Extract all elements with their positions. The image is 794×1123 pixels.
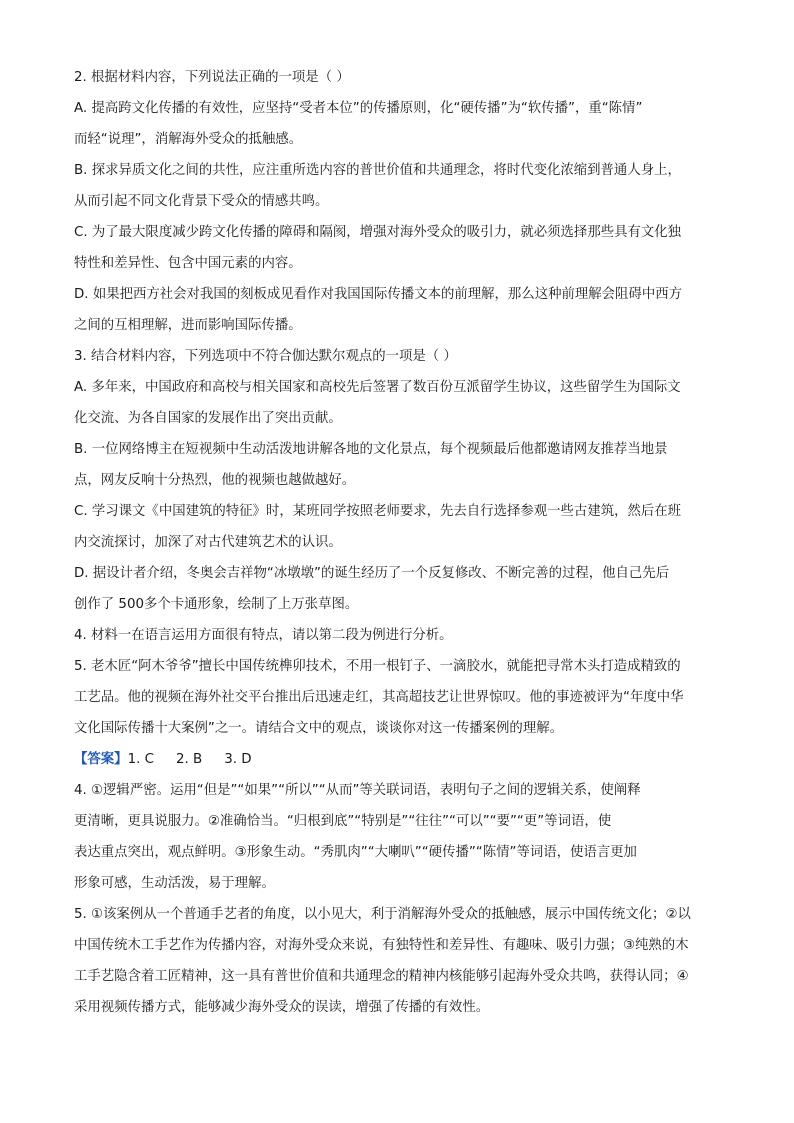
question-3-stem: 3. 结合材料内容，下列选项中不符合伽达默尔观点的一项是（ ） bbox=[74, 349, 457, 364]
q2-option-c-line-2: 特性和差异性、包含中国元素的内容。 bbox=[74, 256, 302, 271]
q3-option-a-line-2: 化交流、为各自国家的发展作出了突出贡献。 bbox=[74, 411, 342, 426]
q2-option-a-line-2: 而轻“说理”，消解海外受众的抵触感。 bbox=[74, 132, 303, 147]
answer-1: 1. C bbox=[127, 752, 154, 767]
question-2-stem: 2. 根据材料内容，下列说法正确的一项是（ ） bbox=[74, 70, 350, 85]
answer-5-line-1: 5. ①该案例从一个普通手艺者的角度，以小见大，利于消解海外受众的抵触感，展示中国传统文化；②以 bbox=[74, 907, 691, 922]
document-page bbox=[74, 62, 724, 1023]
q2-option-d-line-1: D. 如果把西方社会对我国的刻板成见看作对我国国际传播文本的前理解，那么这种前理解会阻碍中西方 bbox=[74, 287, 683, 302]
answer-5-line-2: 中国传统木工手艺作为传播内容，对海外受众来说，有独特性和差异性、有趣味、吸引力强；③纯熟的木 bbox=[74, 938, 689, 953]
q2-option-b-line-2: 从而引起不同文化背景下受众的情感共鸣。 bbox=[74, 194, 329, 209]
answer-tag: 【答案】 bbox=[74, 752, 128, 767]
answer-line bbox=[74, 744, 724, 775]
q3-option-c-line-2: 内交流探讨，加深了对古代建筑艺术的认识。 bbox=[74, 535, 342, 550]
answer-4-line-4: 形象可感，生动活泼，易于理解。 bbox=[74, 876, 275, 891]
answer-5-line-3: 工手艺隐含着工匠精神，这一具有普世价值和共通理念的精神内核能够引起海外受众共鸣，获得认同；④ bbox=[74, 969, 689, 984]
q3-option-d-line-1: D. 据设计者介绍，冬奥会吉祥物“冰墩墩”的诞生经历了一个反复修改、不断完善的过程，他自己先后 bbox=[74, 566, 670, 581]
question-4-stem: 4. 材料一在语言运用方面很有特点，请以第二段为例进行分析。 bbox=[74, 628, 453, 643]
q3-option-b-line-1: B. 一位网络博主在短视频中生动活泼地讲解各地的文化景点，每个视频最后他都邀请网友推荐当地景 bbox=[74, 442, 668, 457]
answer-4-line-2: 更清晰，更具说服力。②准确恰当。“归根到底”“特别是”“往往”“可以”“要”“更”等词语，使 bbox=[74, 814, 612, 829]
question-5-line-1: 5. 老木匠“阿木爷爷”擅长中国传统榫卯技术，不用一根钉子、一滴胶水，就能把寻常木头打造成精致的 bbox=[74, 659, 681, 674]
q2-option-a-line-1: A. 提高跨文化传播的有效性，应坚持“受者本位”的传播原则，化“硬传播”为“软传播”，重“陈情” bbox=[74, 101, 643, 116]
q2-option-b-line-1: B. 探求异质文化之间的共性，应注重所选内容的普世价值和共通理念，将时代变化浓缩到普通人身上， bbox=[74, 163, 681, 178]
answer-5-line-4: 采用视频传播方式，能够减少海外受众的误读，增强了传播的有效性。 bbox=[74, 1000, 490, 1015]
q3-option-b-line-2: 点，网友反响十分热烈，他的视频也越做越好。 bbox=[74, 473, 356, 488]
q3-option-c-line-1: C. 学习课文《中国建筑的特征》时，某班同学按照老师要求，先去自行选择参观一些古建筑，然后在班 bbox=[74, 504, 682, 519]
q3-option-d-line-2: 创作了 500多个卡通形象，绘制了上万张草图。 bbox=[74, 597, 359, 612]
q2-option-c-line-1: C. 为了最大限度减少跨文化传播的障碍和隔阂，增强对海外受众的吸引力，就必须选择那些具有文化独 bbox=[74, 225, 682, 240]
answer-4-line-1: 4. ①逻辑严密。运用“但是”“如果”“所以”“从而”等关联词语，表明句子之间的逻辑关系，使阐释 bbox=[74, 783, 641, 798]
answer-2: 2. B bbox=[175, 752, 203, 767]
q3-option-a-line-1: A. 多年来，中国政府和高校与相关国家和高校先后签署了数百份互派留学生协议，这些留学生为国际文 bbox=[74, 380, 681, 395]
question-5-line-2: 工艺品。他的视频在海外社交平台推出后迅速走红，其高超技艺让世界惊叹。他的事迹被评为“年度中华 bbox=[74, 690, 684, 705]
answer-3: 3. D bbox=[224, 752, 252, 767]
q2-option-d-line-2: 之间的互相理解，进而影响国际传播。 bbox=[74, 318, 302, 333]
answer-4-line-3: 表达重点突出，观点鲜明。③形象生动。“秀肌肉”“大喇叭”“硬传播”“陈情”等词语，使语言更加 bbox=[74, 845, 637, 860]
question-5-line-3: 文化国际传播十大案例”之一。请结合文中的观点，谈谈你对这一传播案例的理解。 bbox=[74, 721, 563, 736]
